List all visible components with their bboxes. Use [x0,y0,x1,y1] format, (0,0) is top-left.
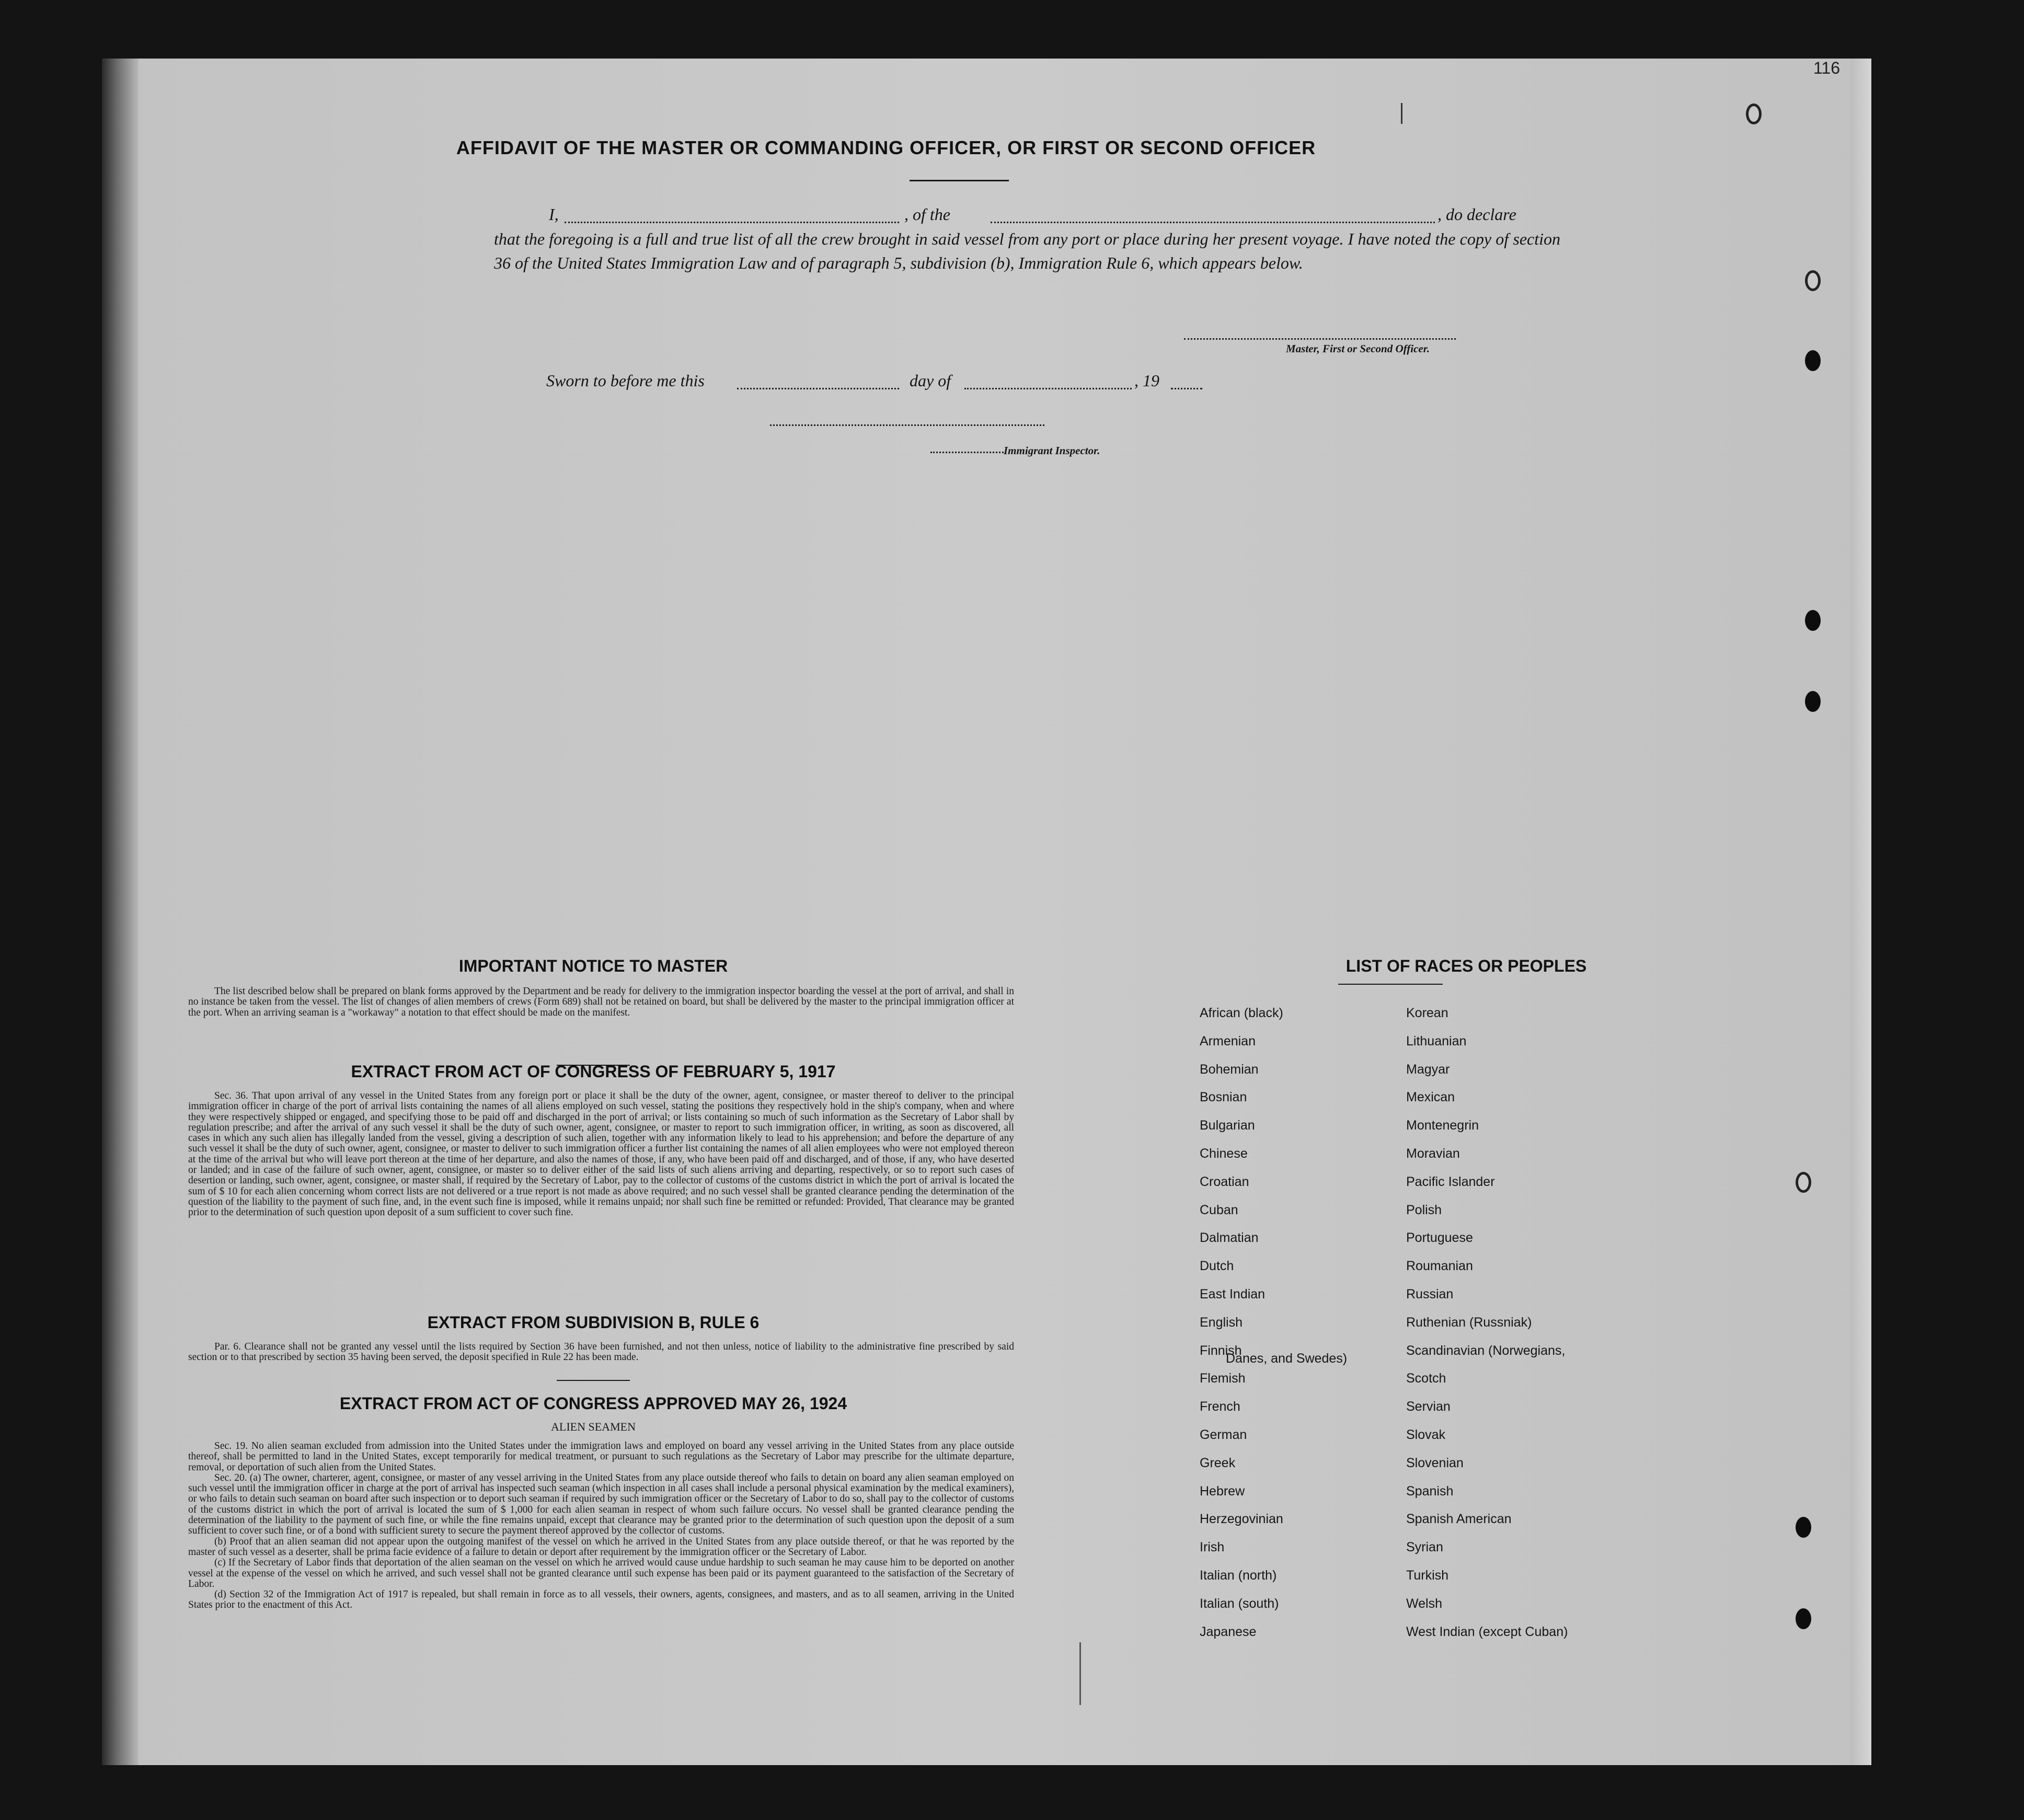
race-item: Mexican [1406,1090,1455,1104]
extract-1924-title: EXTRACT FROM ACT OF CONGRESS APPROVED MAY 26, 1924 [339,1394,847,1413]
race-item: Spanish [1406,1484,1454,1499]
sec19-paragraph: Sec. 19. No alien seaman excluded from admission into the United States under the immigration laws and employed on board any vessel arriving in the United States from any place outside thereof, shall be permitted to land in the United States, except temporarily for medical treatment, or pursuant to such regulations as the Secretary of Labor may prescribe for the ultimate departure, removal, or deportation of such alien from the United States. [188,1441,1014,1473]
race-item: German [1200,1427,1247,1442]
officer-signature-line[interactable] [1184,338,1456,340]
sec20a-paragraph: Sec. 20. (a) The owner, charterer, agent, consignee, or master of any vessel arriving in the United States from any place outside thereof who fails to detain on board any alien seaman employed on such vessel until the immigration officer in charge at the port of arrival has inspected such seaman (which inspection in all cases shall include a personal physical examination by the medical examiners), or who fails to detain such seaman on board after such inspection or to deport such seaman if required by such immigration officer or the Secretary of Labor to do so, shall pay to the collector of customs of the customs district in which the port of arrival is located the sum of $ 1,000 for each alien seaman in respect of whom such failure occurs. No vessel shall be granted clearance pending the determination of the liability to the payment of such fine, or while the fine remains unpaid, except that clearance may be granted prior to the determination of such question upon the deposit of a sum sufficient to cover such fine, or of a bond with sufficient surety to secure the payment thereof approved by the collector of customs. [188,1472,1014,1537]
inspector-label: Immigrant Inspector. [1004,444,1100,457]
race-item: Syrian [1406,1540,1443,1554]
race-item: Dalmatian [1200,1230,1259,1245]
race-item: English [1200,1315,1243,1330]
name-blank[interactable] [565,222,899,223]
race-item: Italian (north) [1200,1568,1277,1583]
declaration-body: that the foregoing is a full and true list of all the crew brought in said vessel from any port or place during her present voyage. I have noted the copy of section 36 of the United States Immigration Law and of paragraph 5, subdivision (b), Immigration Rule 6, which appears below. [494,229,1560,272]
race-item: Dutch [1200,1259,1234,1273]
race-item: Finnish [1200,1343,1242,1358]
page-number: 116 [1813,59,1840,77]
race-item: East Indian [1200,1287,1266,1301]
inspector-prefix-line [930,452,1004,453]
punch-hole [1805,691,1821,712]
race-item: Flemish [1200,1371,1246,1386]
race-item: Chinese [1200,1146,1248,1161]
alien-seamen-subtitle: ALIEN SEAMEN [551,1420,636,1433]
race-item: Polish [1406,1203,1442,1217]
declaration-i: I, [549,205,559,224]
sworn-text: Sworn to before me this [546,371,705,390]
race-item: Servian [1406,1399,1451,1414]
inspector-signature-line[interactable] [770,424,1044,426]
race-item: West Indian (except Cuban) [1406,1625,1568,1639]
punch-hole [1746,103,1762,124]
race-item: African (black) [1200,1006,1283,1020]
race-item: Welsh [1406,1596,1443,1611]
race-item: Ruthenian (Russniak) [1406,1315,1532,1330]
document-sheet [102,59,1871,1765]
race-item: Spanish American [1406,1512,1512,1526]
rule6-title: EXTRACT FROM SUBDIVISION B, RULE 6 [427,1313,760,1332]
punch-hole [1805,610,1821,631]
sworn-day-blank[interactable] [737,388,899,389]
race-item: Moravian [1406,1146,1460,1161]
race-item: Slovenian [1406,1456,1464,1470]
race-item: Turkish [1406,1568,1449,1583]
extract-1924-text [188,1441,1014,1611]
title-underline [910,180,1009,181]
race-item: Bohemian [1200,1062,1259,1077]
page-edge [1850,59,1871,1765]
stray-line [1079,1642,1081,1705]
race-item: Japanese [1200,1625,1257,1639]
notice-text [188,986,1014,1018]
extract-1917-paragraph: Sec. 36. That upon arrival of any vessel in the United States from any foreign port or place it shall be the duty of the owner, agent, consignee, or master thereof to deliver to the principal immigration officer in charge of the port of arrival lists containing the names of all aliens employed on such vessel, stating the positions they respectively hold in the ship's company, when and where they were respectively shipped or engaged, and specifying those to be paid off and discharged in the port of arrival; or lists containing so much of such information as the Secretary of Labor shall by regulation prescribe; and after the arrival of any such vessel it shall be the duty of such owner, agent, consignee, or master to report to such immigration officer, in writing, as soon as discovered, all cases in which any such alien has illegally landed from the vessel, giving a description of such alien, together with any information likely to lead to his apprehension; and before the departure of any such vessel it shall be the duty of such owner, agent, consignee, or master to deliver to such immigration officer a further list containing the names of all alien employees who were not employed thereon at the time of the arrival but who will leave port thereon at the time of her departure, and also the names of those, if any, who have been paid off and discharged, and of those, if any, who have deserted or landed; and in case of the failure of such owner, agent, consignee, or master so to deliver either of the said lists of such aliens arriving and departing, respectively, or so to report such cases of desertion or landing, such owner, agent, consignee, or master shall, if required by the Secretary of Labor, pay to the collector of customs of the customs district in which the port of arrival is located the sum of $ 10 for each alien concerning whom correct lists are not delivered or a true report is not made as above required; and no such vessel shall be granted clearance pending the determination of the question of the liability to the payment of such fine, and, in the event such fine is imposed, while it remains unpaid; nor shall such fine be remitted or refunded: Provided, That clearance may be granted prior to the determination of such question upon deposit of a sum sufficient to cover such fine. [188,1090,1014,1218]
race-item: Lithuanian [1406,1034,1467,1049]
punch-hole [1796,1608,1811,1629]
sec20d-paragraph: (d) Section 32 of the Immigration Act of 1917 is repealed, but shall remain in force as to all vessels, their owners, agents, consignees, and masters, and as to all seamen, arriving in the United States prior to the enactment of this Act. [188,1589,1014,1611]
race-item: Greek [1200,1456,1236,1470]
rule6-text [188,1342,1014,1363]
sworn-year: , 19 [1134,371,1159,390]
punch-hole [1805,270,1821,291]
race-item: Herzegovinian [1200,1512,1283,1526]
race-item: Italian (south) [1200,1596,1279,1611]
sec20b-paragraph: (b) Proof that an alien seaman did not appear upon the outgoing manifest of the vessel on which he arrived in the United States from any place outside thereof, or that he was reported by the master of such vessel as a deserter, shall be prima facie evidence of a failure to detain or deport after requirement by the immigration officer or the Secretary of Labor. [188,1536,1014,1558]
race-item: Magyar [1406,1062,1450,1077]
race-item: Roumanian [1406,1259,1473,1273]
race-item: Scandinavian (Norwegians, [1406,1343,1566,1358]
notice-title: IMPORTANT NOTICE TO MASTER [458,957,728,975]
race-item: Armenian [1200,1034,1256,1049]
affidavit-title: AFFIDAVIT OF THE MASTER OR COMMANDING OFFICER, OR FIRST OR SECOND OFFICER [456,137,1316,158]
race-item: Cuban [1200,1203,1238,1217]
punch-hole [1796,1517,1811,1538]
rule6-paragraph: Par. 6. Clearance shall not be granted any vessel until the lists required by Section 36 have been furnished, and not then unless, notice of liability to the administrative fine prescribed by said section or to that prescribed by section 35 having been served, the deposit specified in Rule 22 has been made. [188,1341,1014,1363]
officer-signature-label: Master, First or Second Officer. [1286,342,1430,355]
race-item: Croatian [1200,1174,1249,1189]
rule6-divider [557,1380,630,1381]
race-item: Pacific Islander [1406,1174,1495,1189]
race-item: Bulgarian [1200,1118,1255,1133]
stray-mark [1401,103,1402,124]
punch-hole [1805,350,1821,371]
race-item: Portuguese [1406,1230,1473,1245]
race-item: Montenegrin [1406,1118,1479,1133]
race-item: Slovak [1406,1427,1446,1442]
binding-edge [102,59,139,1765]
extract-1917-title: EXTRACT FROM ACT OF CONGRESS OF FEBRUARY 5, 1917 [351,1062,836,1081]
race-item: Bosnian [1200,1090,1247,1104]
race-item: Irish [1200,1540,1225,1554]
punch-hole [1796,1172,1811,1193]
declaration-of-the: , of the [904,205,950,224]
extract-1917-text [188,1091,1014,1218]
vessel-blank[interactable] [991,222,1435,223]
races-underline [1338,984,1443,985]
race-item: Korean [1406,1006,1448,1020]
race-item: Hebrew [1200,1484,1245,1499]
race-item: French [1200,1399,1240,1414]
sec20c-paragraph: (c) If the Secretary of Labor finds that deportation of the alien seaman on the vessel on which he arrived would cause undue hardship to such seaman he may cause him to be deported on another vessel at the expense of the vessel on which he arrived, and such vessel shall not be granted clearance until such expense has been paid or its payment guaranteed to the satisfaction of the Secretary of Labor. [188,1557,1014,1589]
races-title: LIST OF RACES OR PEOPLES [1346,957,1587,975]
declaration-do-declare: , do declare [1438,205,1516,224]
sworn-month-blank[interactable] [964,388,1132,389]
sworn-day-of: day of [910,371,951,390]
race-right-continuation: Danes, and Swedes) [1226,1351,1348,1366]
race-item: Russian [1406,1287,1454,1301]
race-item: Scotch [1406,1371,1446,1386]
notice-paragraph: The list described below shall be prepared on blank forms approved by the Department and be ready for delivery to the immigration inspector boarding the vessel at the port of arrival, and shall in no instance be taken from the vessel. The list of changes of alien members of crews (Form 689) shall not be retained on board, but shall be delivered by the master to the principal immigration officer at the port. When an arriving seaman is a "workaway" a notation to that effect should be made on the manifest. [188,986,1014,1018]
sworn-year-blank[interactable] [1171,388,1202,389]
